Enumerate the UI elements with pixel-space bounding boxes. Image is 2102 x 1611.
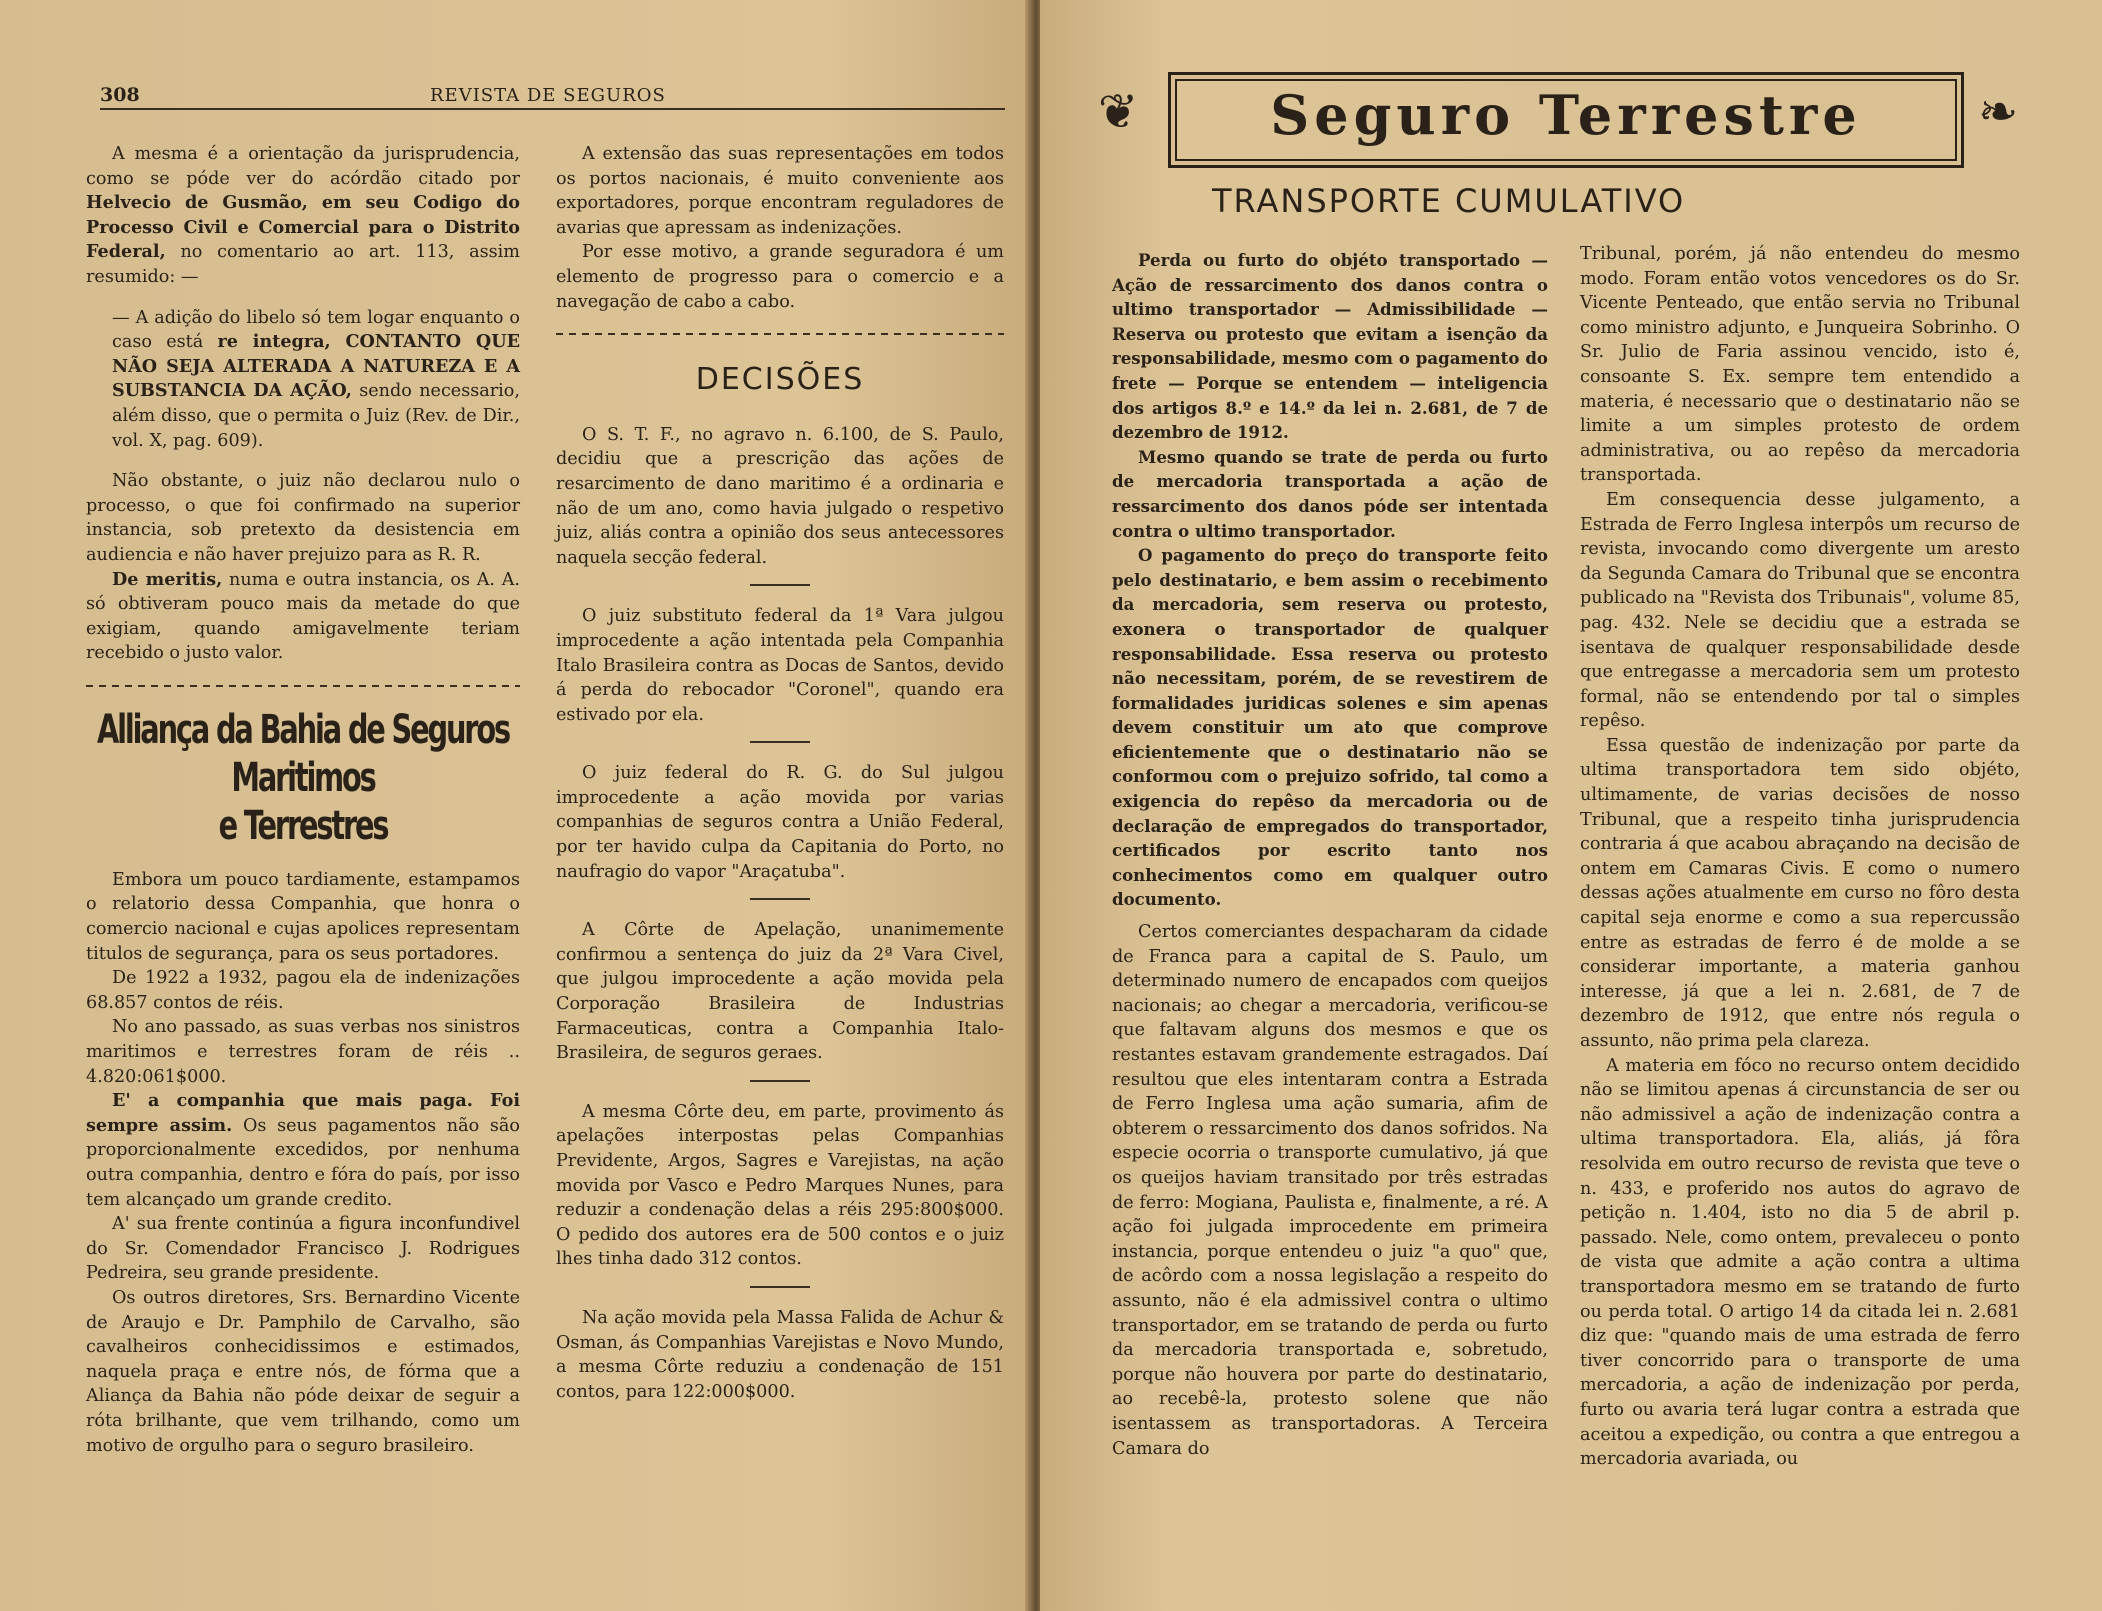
paragraph: De meritis, numa e outra instancia, os A. A. só obtiveram pouco mais da metade do que exigiam, quando amigavelmente teriam recebido o justo valor.	[86, 568, 520, 664]
right-page	[1040, 0, 2102, 1611]
left-page	[0, 0, 1030, 1611]
body-paragraph: Em consequencia desse julgamento, a Estrada de Ferro Inglesa interpôs um recurso de revista, invocando como divergente um aresto da Segunda Camara do Tribunal que se encontra publicado na "Revista dos Tribunais", volume 85, pag. 432. Nele se decidiu que a estrada se isentava de qualquer responsabilidade desde que entregasse a mercadoria sem um protesto formal, não se entendendo por tal o simples repêso.	[1580, 489, 2020, 732]
quoted-rule: — A adição do libelo só tem logar enquanto o caso está re integra, CONTANTO QUE NÃO SEJA ALTERADA A NATUREZA E A SUBSTANCIA DA AÇÃO, sendo necessario, além disso, que o permita o Juiz (Rev. de Dir., vol. X, pag. 609).	[112, 307, 521, 451]
decision-item: Na ação movida pela Massa Falida de Achur & Osman, ás Companhias Varejistas e Novo Mundo, a mesma Côrte reduziu a condenação de 151 contos, para 122:000$000.	[556, 1307, 1004, 1402]
item-separator	[750, 584, 810, 586]
paragraph: Por esse motivo, a grande seguradora é um elemento de progresso para o comercio e a navegação de cabo a cabo.	[556, 242, 1004, 312]
flourish-right-icon: ❧	[1978, 84, 2019, 140]
item-separator	[750, 898, 810, 900]
paragraph: E' a companhia que mais paga. Foi sempre assim. Os seus pagamentos não são proporcionalmente excedidos, por nenhuma outra companhia, dentro e fóra do país, por isso tem alcançado um grande credito.	[86, 1090, 520, 1210]
journal-title: REVISTA DE SEGUROS	[430, 85, 666, 106]
article-title: TRANSPORTE CUMULATIVO	[1212, 182, 1686, 220]
banner-frame	[1168, 72, 1964, 168]
company-heading: Alliança da Bahia de Seguros Maritimos e Terrestres	[97, 706, 509, 849]
intro-paragraph: A mesma é a orientação da jurisprudencia, como se póde ver do acórdão citado por Helvecio de Gusmão, em seu Codigo do Processo Civil e Comercial para o Distrito Federal, no comentario ao art. 113, assim resumido: —	[86, 144, 520, 287]
section-divider	[556, 328, 1004, 340]
decisoes-heading: DECISÕES	[695, 362, 865, 398]
flourish-left-icon: ❦	[1098, 84, 1139, 140]
body-paragraph: Tribunal, porém, já não entendeu do mesmo modo. Foram então votos vencedores os do Sr. Vicente Penteado, que então servia no Tribunal como ministro adjunto, e Junqueira Sobrinho. O Sr. Julio de Faria assinou vencido, isto é, consoante S. Ex. sempre tem entendido a materia, é necessario que o destinatario não se limite a um simples protesto de ordem administrativa, ou ao repêso da mercadoria transportada.	[1580, 244, 2020, 486]
paragraph: Os outros diretores, Srs. Bernardino Vicente de Araujo e Dr. Pamphilo de Carvalho, são cavalheiros conhecidissimos e estimados, naquela praça e entre nós, de fórma que a Aliança da Bahia não póde deixar de seguir a róta brilhante, que vem trilhando, como um motivo de orgulho para o seguro brasileiro.	[86, 1287, 520, 1456]
left-column-1	[86, 142, 520, 1458]
left-column-2	[556, 142, 1004, 1404]
right-column-1	[1112, 248, 1548, 1461]
body-paragraph: A materia em fóco no recurso ontem decidido não se limitou apenas á circunstancia de ser ou não admissivel a ação de indenização contra a ultima transportadora. Ela, aliás, já fôra resolvida em outro recurso de revista que teve o n. 433, e proferido nos autos do agravo de petição n. 1.404, isto no dia 5 de abril p. passado. Nele, como ontem, prevaleceu o ponto de vista que admite a ação contra a ultima transportadora mesmo em se tratando de furto ou perda total. O artigo 14 da citada lei n. 2.681 diz que: "quando mais de uma estrada de ferro tiver concorrido para o transporte de uma mercadoria, a ação de indenização por perda, furto ou avaria terá lugar contra a estrada que aceitou a expedição, ou contra a que entregou a mercadoria avariada, ou	[1580, 1055, 2020, 1470]
paragraph: Embora um pouco tardiamente, estampamos o relatorio dessa Companhia, que honra o comercio nacional e cujas apolices representam titulos de segurança, para os seus portadores.	[86, 869, 520, 964]
page-number: 308	[100, 84, 140, 106]
item-separator	[750, 741, 810, 743]
section-title: Seguro Terrestre	[1270, 83, 1862, 147]
item-separator	[750, 1080, 810, 1082]
item-separator	[750, 1286, 810, 1288]
decision-item: O juiz federal do R. G. do Sul julgou improcedente a ação movida por varias companhias de seguros contra a União Federal, por ter havido culpa da Capitania do Porto, no naufragio do vapor "Araçatuba".	[556, 763, 1004, 882]
running-head	[100, 84, 1005, 110]
paragraph: A extensão das suas representações em todos os portos nacionais, é muito conveniente aos exportadores, porque encontram reguladores de avarias que apressam as indenizações.	[556, 144, 1004, 238]
paragraph: De 1922 a 1932, pagou ela de indenizações 68.857 contos de réis.	[86, 968, 520, 1013]
decision-item: A mesma Côrte deu, em parte, provimento ás apelações interpostas pelas Companhias Previdente, Argos, Sagres e Varejistas, na ação movida por Vasco e Pedro Marques Nunes, para reduzir a condenação delas a réis 295:800$000. O pedido dos autores era de 500 contos e o juiz lhes tinha dado 312 contos.	[556, 1101, 1004, 1270]
body-paragraph: Essa questão de indenização por parte da ultima transportadora tem sido objéto, ultimamente, de varias decisões de nosso Tribunal, que a respeito tinha jurisprudencia contraria á que acabou abraçando na decisão de ontem em Camaras Civis. E como o numero dessas ações atualmente em curso no fôro desta capital seja enorme e como a sua repercussão entre as estradas de ferro é de molde a se considerar importante, a materia ganhou interesse, já que a lei n. 2.681, de 7 de dezembro de 1912, que entre nós regula o assunto, não prima pela clareza.	[1580, 735, 2020, 1051]
summary-paragraph: Perda ou furto do objéto transportado — Ação de ressarcimento dos danos contra o ultimo transportador — Admissibilidade — Reserva ou protesto que evitam a isenção da responsabilidade, mesmo com o pagamento do frete — Porque se entendem — inteligencia dos artigos 8.º e 14.º da lei n. 2.681, de 7 de dezembro de 1912.	[1112, 250, 1548, 443]
body-paragraph: Certos comerciantes despacharam da cidade de Franca para a capital de S. Paulo, um determinado numero de encapados com queijos nacionais; ao chegar a mercadoria, verificou-se que faltavam alguns dos mesmos e que os restantes estavam grandemente estragados. Daí resultou que eles intentaram contra a Estrada de Ferro Inglesa uma ação sumaria, afim de obterem o ressarcimento dos danos sofridos. Na especie ocorria o transporte cumulativo, já que os queijos haviam transitado por três estradas de ferro: Mogiana, Paulista e, finalmente, a ré. A ação foi julgada improcedente em primeira instancia, porque entendeu o juiz "a quo" que, de acôrdo com a nossa legislação a respeito do assunto, não é ela admissivel contra o ultimo transportador, em se tratando de perda ou furto da mercadoria transportada e, sobretudo, porque não houvera por parte do destinatario, ao recebê-la, protesto solene que não isentassem as transportadoras. A Terceira Camara do	[1112, 922, 1548, 1459]
summary-paragraph: Mesmo quando se trate de perda ou furto de mercadoria transportada a ação de ressarcimento dos danos póde ser intentada contra o ultimo transportador.	[1112, 446, 1548, 541]
decision-item: A Côrte de Apelação, unanimemente confirmou a sentença do juiz da 2ª Vara Civel, que julgou improcedente a ação movida pela Corporação Brasileira de Industrias Farmaceuticas, contra a Companhia Italo-Brasileira, de seguros geraes.	[556, 920, 1004, 1064]
right-column-2	[1580, 242, 2020, 1472]
decision-item: O juiz substituto federal da 1ª Vara julgou improcedente a ação intentada pela Companhia Italo Brasileira contra as Docas de Santos, devido á perda do rebocador "Coronel", quando era estivado por ela.	[556, 606, 1004, 725]
section-divider	[86, 680, 520, 692]
paragraph: Não obstante, o juiz não declarou nulo o processo, o que foi confirmado na superior instancia, sob pretexto da desistencia em audiencia e não haver prejuizo para as R. R.	[86, 471, 520, 565]
paragraph: No ano passado, as suas verbas nos sinistros maritimos e terrestres foram de réis .. 4.820:061$000.	[86, 1017, 520, 1087]
section-banner	[1098, 72, 2048, 168]
paragraph: A' sua frente continúa a figura inconfundivel do Sr. Comendador Francisco J. Rodrigues Pedreira, seu grande presidente.	[86, 1214, 520, 1284]
decision-item: O S. T. F., no agravo n. 6.100, de S. Paulo, decidiu que a prescrição das ações de resarcimento de dano maritimo é a ordinaria e não de um ano, como havia julgado o respetivo juiz, aliás contra a opinião dos seus antecessores naquela secção federal.	[556, 424, 1004, 568]
summary-paragraph: O pagamento do preço do transporte feito pelo destinatario, e bem assim o recebimento da mercadoria, sem reserva ou protesto, exonera o transportador de qualquer responsabilidade. Essa reserva ou protesto não necessitam, porém, de se revestirem de formalidades juridicas solenes e sim apenas devem constituir um ato que comprove eficientemente que o destinatario não se conformou com o prejuizo sofrido, tal como a exigencia do repêso da mercadoria ou de declaração de empregados do transportador, certificados por escrito tanto nos conhecimentos como em qualquer outro documento.	[1112, 545, 1548, 910]
